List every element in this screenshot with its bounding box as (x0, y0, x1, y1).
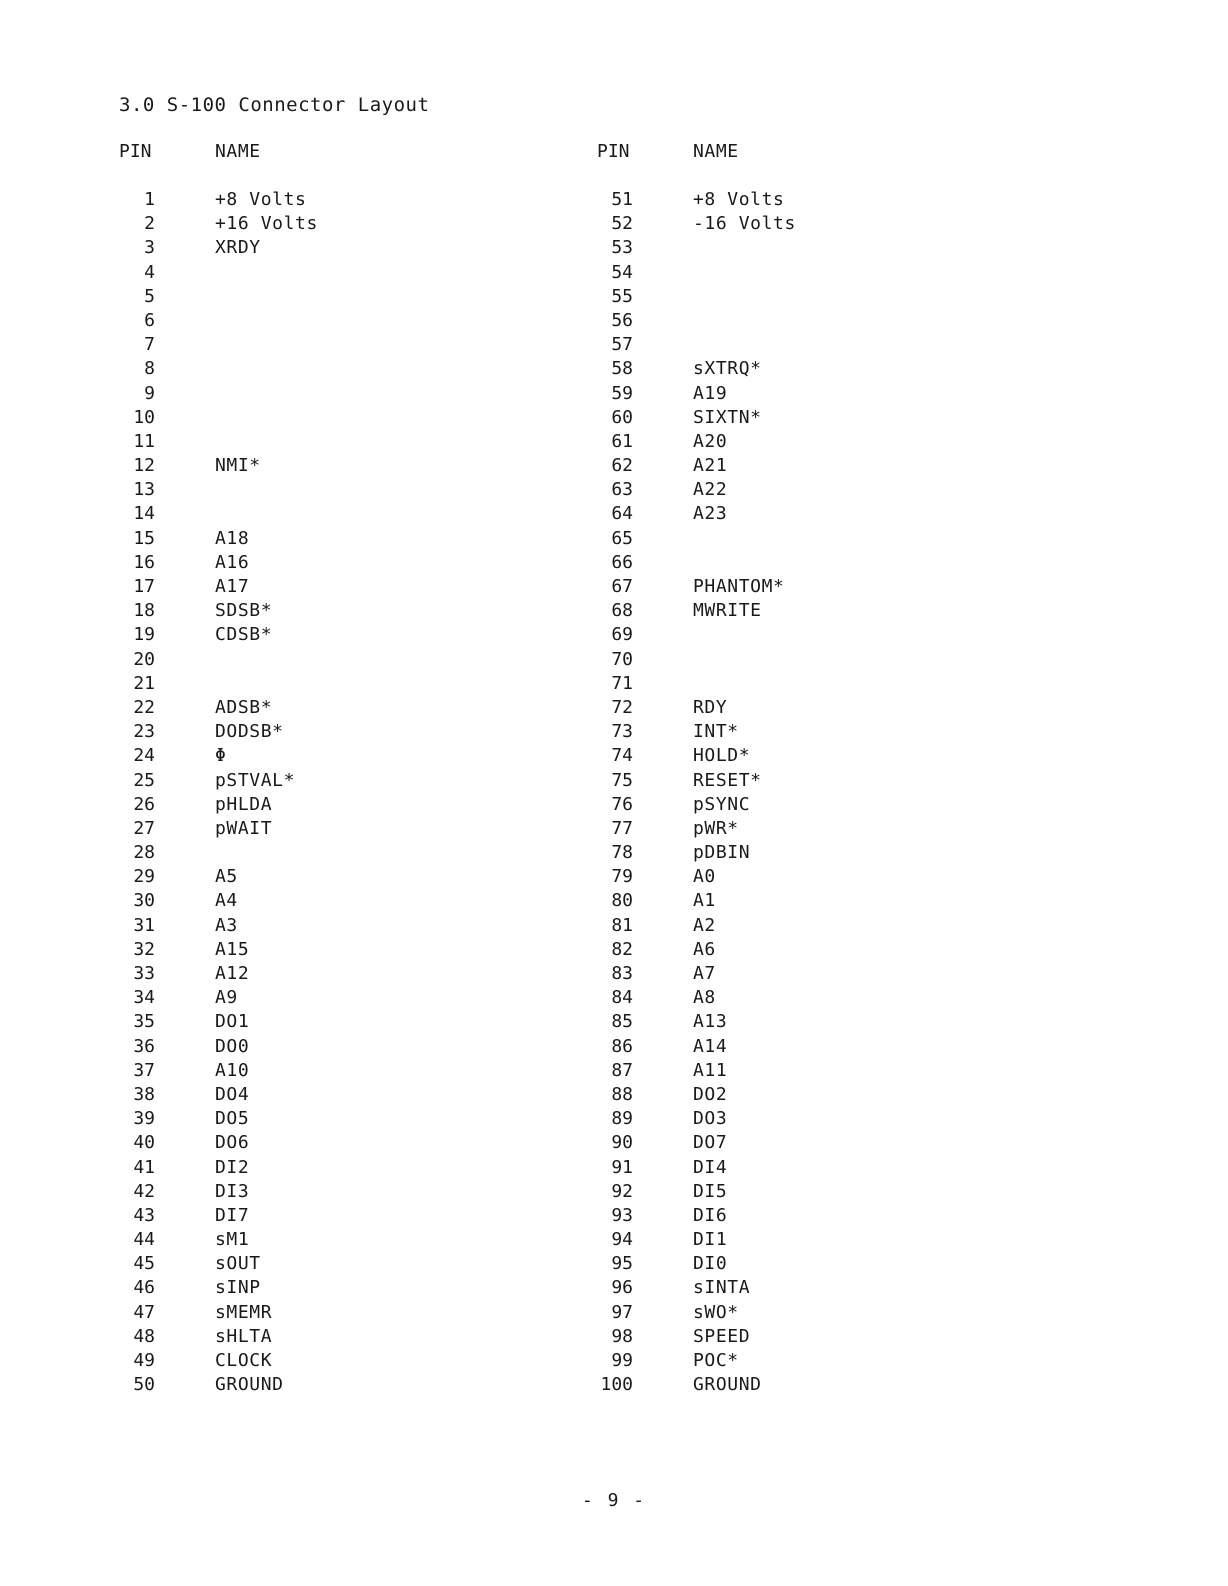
pin-number: 57 (611, 334, 633, 356)
signal-name: sM1 (215, 1229, 250, 1251)
pin-number: 73 (611, 721, 633, 743)
pin-number: 51 (611, 189, 633, 210)
signal-name: A2 (693, 914, 716, 936)
signal-name: DI2 (215, 1156, 250, 1178)
pin-number: 36 (133, 1035, 155, 1057)
pin-number: 31 (133, 914, 155, 936)
pin-number: 47 (133, 1301, 155, 1323)
signal-name: A11 (693, 1059, 728, 1081)
name-column-header: NAME (215, 141, 261, 162)
pin-number: 71 (611, 672, 633, 694)
signal-name: RDY (693, 696, 728, 718)
signal-name: DI0 (693, 1253, 728, 1275)
signal-name: sWO* (693, 1301, 739, 1323)
signal-name: DI6 (693, 1204, 728, 1226)
signal-name: A23 (693, 503, 728, 525)
signal-name: -16 Volts (693, 213, 796, 235)
signal-name: DO1 (215, 1011, 250, 1033)
pin-number: 28 (133, 842, 155, 864)
pin-number: 9 (144, 382, 155, 404)
pin-number: 92 (611, 1180, 633, 1202)
pin-number: 90 (611, 1132, 633, 1154)
pin-column-header: PIN (597, 141, 630, 162)
signal-name: A18 (215, 527, 250, 549)
pin-number: 68 (611, 600, 633, 622)
pin-number: 65 (611, 527, 633, 549)
signal-name: DO2 (693, 1083, 728, 1105)
pin-number: 41 (133, 1156, 155, 1178)
pin-number: 11 (133, 430, 155, 452)
pin-number: 23 (133, 721, 155, 743)
signal-name: XRDY (215, 237, 261, 259)
signal-name: pDBIN (693, 842, 751, 864)
signal-name: CLOCK (215, 1350, 273, 1371)
signal-name: DI1 (693, 1229, 728, 1251)
pin-number: 35 (133, 1011, 155, 1033)
pin-number: 29 (133, 866, 155, 888)
signal-name: pSTVAL* (215, 769, 296, 791)
pin-number: 80 (611, 890, 633, 912)
signal-name: A3 (215, 914, 238, 936)
pin-number: 88 (611, 1083, 633, 1105)
pin-number: 21 (133, 672, 155, 694)
pin-number: 99 (611, 1350, 633, 1371)
signal-name: NMI* (215, 455, 261, 477)
signal-name: A19 (693, 382, 728, 404)
pin-number: 59 (611, 382, 633, 404)
pin-number: 13 (133, 479, 155, 501)
signal-name: GROUND (693, 1374, 762, 1396)
page-number: - 9 - (581, 1490, 647, 1511)
pin-number: 100 (600, 1374, 633, 1396)
pin-number: 3 (144, 237, 155, 259)
pin-number: 96 (611, 1277, 633, 1299)
pin-number: 91 (611, 1156, 633, 1178)
pin-number: 81 (611, 914, 633, 936)
signal-name: sINTA (693, 1277, 751, 1299)
signal-name: A6 (693, 938, 716, 960)
pin-number: 95 (611, 1253, 633, 1275)
signal-name: POC* (693, 1350, 739, 1371)
pin-number: 67 (611, 576, 633, 597)
signal-name: A10 (215, 1059, 250, 1081)
signal-name: DI3 (215, 1180, 250, 1202)
signal-name: A17 (215, 576, 250, 597)
pin-number: 1 (144, 189, 155, 210)
pin-number: 85 (611, 1011, 633, 1033)
pin-number: 52 (611, 213, 633, 235)
pin-number: 43 (133, 1204, 155, 1226)
pin-number: 32 (133, 938, 155, 960)
pin-number: 98 (611, 1325, 633, 1347)
pin-number: 27 (133, 817, 155, 839)
pin-number: 64 (611, 503, 633, 525)
pin-number: 70 (611, 648, 633, 670)
pin-number: 7 (144, 334, 155, 356)
pin-number: 56 (611, 309, 633, 331)
signal-name: DI4 (693, 1156, 728, 1178)
signal-name: A5 (215, 866, 238, 888)
signal-name: A21 (693, 455, 728, 477)
pin-number: 97 (611, 1301, 633, 1323)
pin-number: 55 (611, 285, 633, 307)
signal-name: A1 (693, 890, 716, 912)
signal-name: INT* (693, 721, 739, 743)
pin-number: 45 (133, 1253, 155, 1275)
pin-number: 49 (133, 1350, 155, 1371)
pin-number: 4 (144, 261, 155, 283)
signal-name: DI5 (693, 1180, 728, 1202)
name-column-header: NAME (693, 141, 739, 162)
pin-number: 2 (144, 213, 155, 235)
pin-number: 82 (611, 938, 633, 960)
signal-name: A0 (693, 866, 716, 888)
pin-number: 54 (611, 261, 633, 283)
pin-number: 17 (133, 576, 155, 597)
pin-number: 37 (133, 1059, 155, 1081)
pin-number: 84 (611, 987, 633, 1009)
pin-number: 42 (133, 1180, 155, 1202)
signal-name: PHANTOM* (693, 576, 785, 597)
signal-name: A16 (215, 551, 250, 573)
pin-number: 30 (133, 890, 155, 912)
pin-number: 58 (611, 358, 633, 380)
pin-number: 14 (133, 503, 155, 525)
signal-name: sHLTA (215, 1325, 273, 1347)
signal-name: +8 Volts (215, 189, 307, 210)
pin-number: 62 (611, 455, 633, 477)
pin-number: 39 (133, 1108, 155, 1130)
pin-number: 46 (133, 1277, 155, 1299)
pin-number: 25 (133, 769, 155, 791)
pin-number: 74 (611, 745, 633, 767)
pin-number: 38 (133, 1083, 155, 1105)
signal-name: sXTRQ* (693, 358, 762, 380)
signal-name: pHLDA (215, 793, 273, 815)
signal-name: sINP (215, 1277, 261, 1299)
signal-name: DO5 (215, 1108, 250, 1130)
pin-number: 77 (611, 817, 633, 839)
signal-name: A14 (693, 1035, 728, 1057)
signal-name: SIXTN* (693, 406, 762, 428)
pin-number: 69 (611, 624, 633, 646)
pin-number: 20 (133, 648, 155, 670)
pin-number: 89 (611, 1108, 633, 1130)
pin-number: 86 (611, 1035, 633, 1057)
pin-number: 34 (133, 987, 155, 1009)
pin-number: 12 (133, 455, 155, 477)
signal-name: A8 (693, 987, 716, 1009)
signal-name: RESET* (693, 769, 762, 791)
signal-name: DO6 (215, 1132, 250, 1154)
signal-name: A7 (693, 963, 716, 984)
signal-name: +8 Volts (693, 189, 785, 210)
pin-number: 93 (611, 1204, 633, 1226)
pin-number: 44 (133, 1229, 155, 1251)
pin-number: 53 (611, 237, 633, 259)
pin-number: 33 (133, 963, 155, 984)
pin-number: 15 (133, 527, 155, 549)
signal-name: A20 (693, 430, 728, 452)
signal-name: GROUND (215, 1374, 284, 1396)
pin-number: 22 (133, 696, 155, 718)
pin-number: 60 (611, 406, 633, 428)
pin-number: 75 (611, 769, 633, 791)
signal-name: A9 (215, 987, 238, 1009)
page-title: 3.0 S-100 Connector Layout (119, 94, 430, 116)
pin-number: 6 (144, 309, 155, 331)
pin-number: 83 (611, 963, 633, 984)
pin-number: 10 (133, 406, 155, 428)
signal-name: DO0 (215, 1035, 250, 1057)
pin-number: 78 (611, 842, 633, 864)
signal-name: pSYNC (693, 793, 751, 815)
signal-name: DODSB* (215, 721, 284, 743)
pin-number: 8 (144, 358, 155, 380)
pin-number: 24 (133, 745, 155, 767)
signal-name: HOLD* (693, 745, 751, 767)
signal-name: ADSB* (215, 696, 273, 718)
signal-name: A4 (215, 890, 238, 912)
signal-name: DO4 (215, 1083, 250, 1105)
signal-name: pWR* (693, 817, 739, 839)
pin-number: 40 (133, 1132, 155, 1154)
pin-number: 5 (144, 285, 155, 307)
pin-number: 66 (611, 551, 633, 573)
pin-number: 79 (611, 866, 633, 888)
signal-name: CDSB* (215, 624, 273, 646)
pin-number: 87 (611, 1059, 633, 1081)
pin-number: 16 (133, 551, 155, 573)
signal-name: sOUT (215, 1253, 261, 1275)
signal-name: pWAIT (215, 817, 273, 839)
pin-number: 94 (611, 1229, 633, 1251)
pin-number: 48 (133, 1325, 155, 1347)
signal-name: A15 (215, 938, 250, 960)
pin-column-header: PIN (119, 141, 152, 162)
signal-name: Φ (215, 745, 227, 767)
signal-name: +16 Volts (215, 213, 318, 235)
pin-number: 72 (611, 696, 633, 718)
signal-name: SPEED (693, 1325, 751, 1347)
signal-name: DO3 (693, 1108, 728, 1130)
pin-number: 50 (133, 1374, 155, 1396)
pin-number: 26 (133, 793, 155, 815)
signal-name: SDSB* (215, 600, 273, 622)
signal-name: A12 (215, 963, 250, 984)
signal-name: DO7 (693, 1132, 728, 1154)
pin-number: 18 (133, 600, 155, 622)
pin-number: 19 (133, 624, 155, 646)
signal-name: A13 (693, 1011, 728, 1033)
signal-name: DI7 (215, 1204, 250, 1226)
pin-number: 63 (611, 479, 633, 501)
signal-name: sMEMR (215, 1301, 273, 1323)
pin-number: 76 (611, 793, 633, 815)
pin-number: 61 (611, 430, 633, 452)
signal-name: A22 (693, 479, 728, 501)
signal-name: MWRITE (693, 600, 762, 622)
